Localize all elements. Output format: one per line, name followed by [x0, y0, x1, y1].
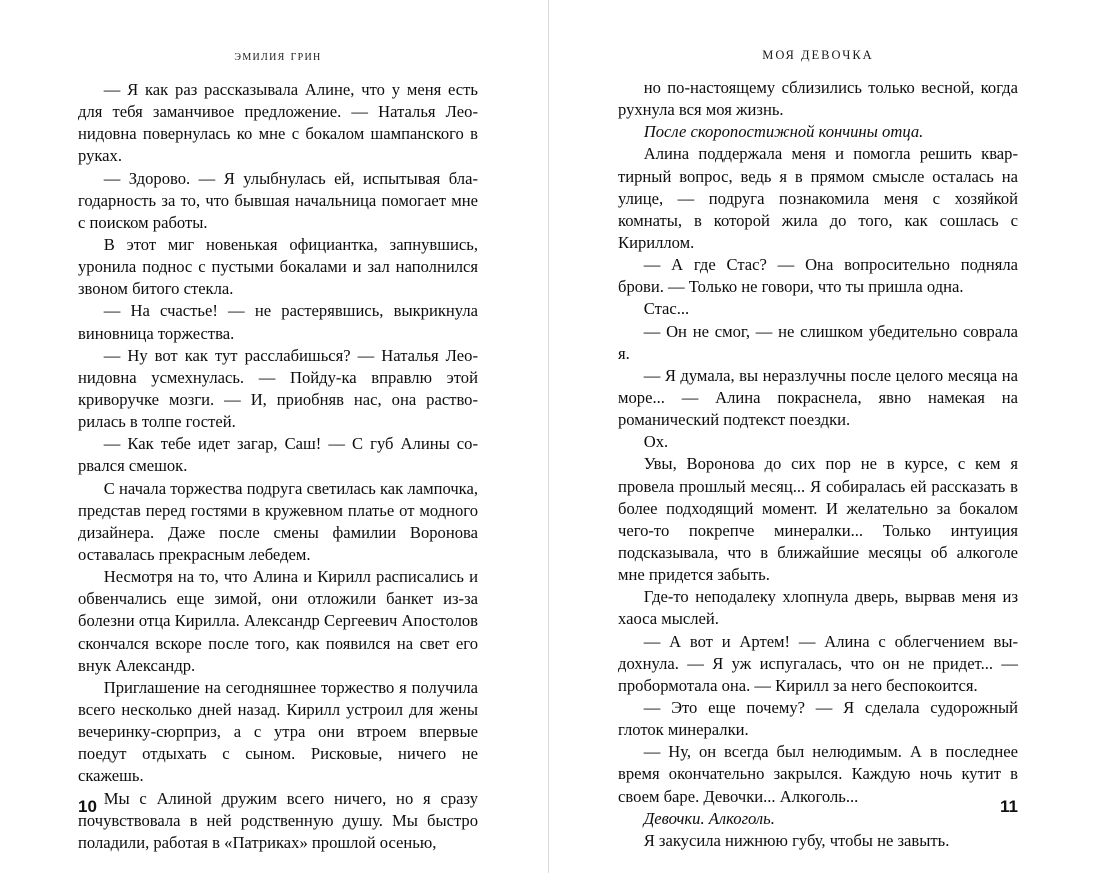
right-page — [548, 0, 1096, 873]
running-head-author: эмилия грин — [234, 48, 322, 64]
paragraph: — Я как раз рассказывала Алине, что у меня есть для тебя заманчивое предложение. — Наталья Леонидовна повернулась ко мне с бокалом шампанского в руках. — [78, 80, 478, 166]
paragraph: С начала торжества подруга светилась как лампочка, представ перед гостями в кружевном платье от модного дизайнера. Даже после смены фамилии Воронова оставалась прекрасным лебедем. — [78, 478, 478, 564]
paragraph: — На счастье! — не растерявшись, выкрикнула виновница торжества. — [78, 301, 478, 343]
paragraph: Я закусила нижнюю губу, чтобы не завыть. — [643, 830, 950, 850]
paragraph: Алина поддержала меня и помогла решить квартирный вопрос, ведь я в прямом смысле осталась на улице, — подруга познакомила меня с хозяйкой комнаты, в которой жила до того, как сошлась с Кириллом. — [618, 144, 1018, 252]
paragraph: Мы с Алиной дружим всего ничего, но я сразу почувствовала в ней родственную душу. Мы быстро поладили, работая в «Патриках» прошлой осенью, — [78, 788, 478, 852]
paragraph: — Здорово. — Я улыбнулась ей, испытывая благодарность за то, что бывшая начальница помогает мне с поиском работы. — [78, 168, 478, 232]
paragraph: — А где Стас? — Она вопросительно подняла брови. — Только не говори, что ты пришла одна. — [618, 255, 1018, 297]
paragraph: — Ну вот как тут расслабишься? — Наталья Леонидовна усмехнулась. — Пойду-ка вправлю этой криворучке мозги. — И, приобняв нас, она растворилась в толпе гостей. — [78, 345, 478, 432]
paragraph: Несмотря на то, что Алина и Кирилл расписались и обвенчались еще зимой, они отложили банкет из-за болезни отца Кирилла. Александр Сергеевич Апостолов скончался вскоре после того, как появился на свет его внук Александр. — [78, 567, 478, 675]
page-number-right: 11 — [1000, 797, 1018, 816]
paragraph: — Это еще почему? — Я сделала судорожный глоток минералки. — [618, 697, 1018, 740]
page-number-left: 10 — [78, 797, 97, 816]
right-page-textblock — [618, 77, 1018, 852]
running-head-title: МОЯ ДЕВОЧКА — [762, 48, 874, 62]
paragraph: но по-настоящему сблизились только весной, когда рухнула вся моя жизнь. — [618, 78, 1018, 120]
paragraph: Приглашение на сегодняшнее торжество я получила всего несколько дней назад. Кирилл устроил для жены вечеринку-сюрприз, а с утра они втроем впервые поедут отдыхать с сыном. Рисковые, ничего не скажешь. — [78, 677, 478, 786]
left-page — [0, 0, 548, 873]
paragraph: Ох. — [643, 432, 669, 452]
paragraph: — Я думала, вы неразлучны после целого месяца на море... — Алина покраснела, явно намекая на романический подтекст поездки. — [618, 365, 1018, 430]
paragraph: Девочки. Алкоголь. — [643, 808, 775, 828]
paragraph: — А вот и Артем! — Алина с облегчением выдохнула. — Я уж испугалась, что он не придет... — пробормотала она. — Кирилл за него беспокоится. — [618, 631, 1018, 695]
paragraph: Где-то неподалеку хлопнула дверь, вырвав меня из хаоса мыслей. — [618, 587, 1018, 629]
paragraph: После скоропостижной кончины отца. — [643, 122, 924, 142]
paragraph: — Как тебе идет загар, Саш! — С губ Алины сорвался смешок. — [78, 434, 478, 476]
paragraph: — Он не смог, — не слишком убедительно соврала я. — [618, 321, 1018, 363]
paragraph: Увы, Воронова до сих пор не в курсе, с кем я провела прошлый месяц... Я собиралась ей рассказать в более подходящий момент. И желательно за бокалом чего-то покрепче минералки... Только интуиция подсказывала, что в ближайшие месяцы об алкоголе мне придется забыть. — [618, 454, 1018, 585]
left-page-textblock — [78, 79, 478, 854]
paragraph: — Ну, он всегда был нелюдимым. А в последнее время окончательно закрылся. Каждую ночь кутит в своем баре. Девочки... Алкоголь... — [618, 742, 1018, 806]
paragraph: Стас... — [643, 299, 690, 319]
paragraph: В этот миг новенькая официантка, запнувшись, уронила поднос с пустыми бокалами и зал наполнился звоном битого стекла. — [78, 234, 478, 299]
